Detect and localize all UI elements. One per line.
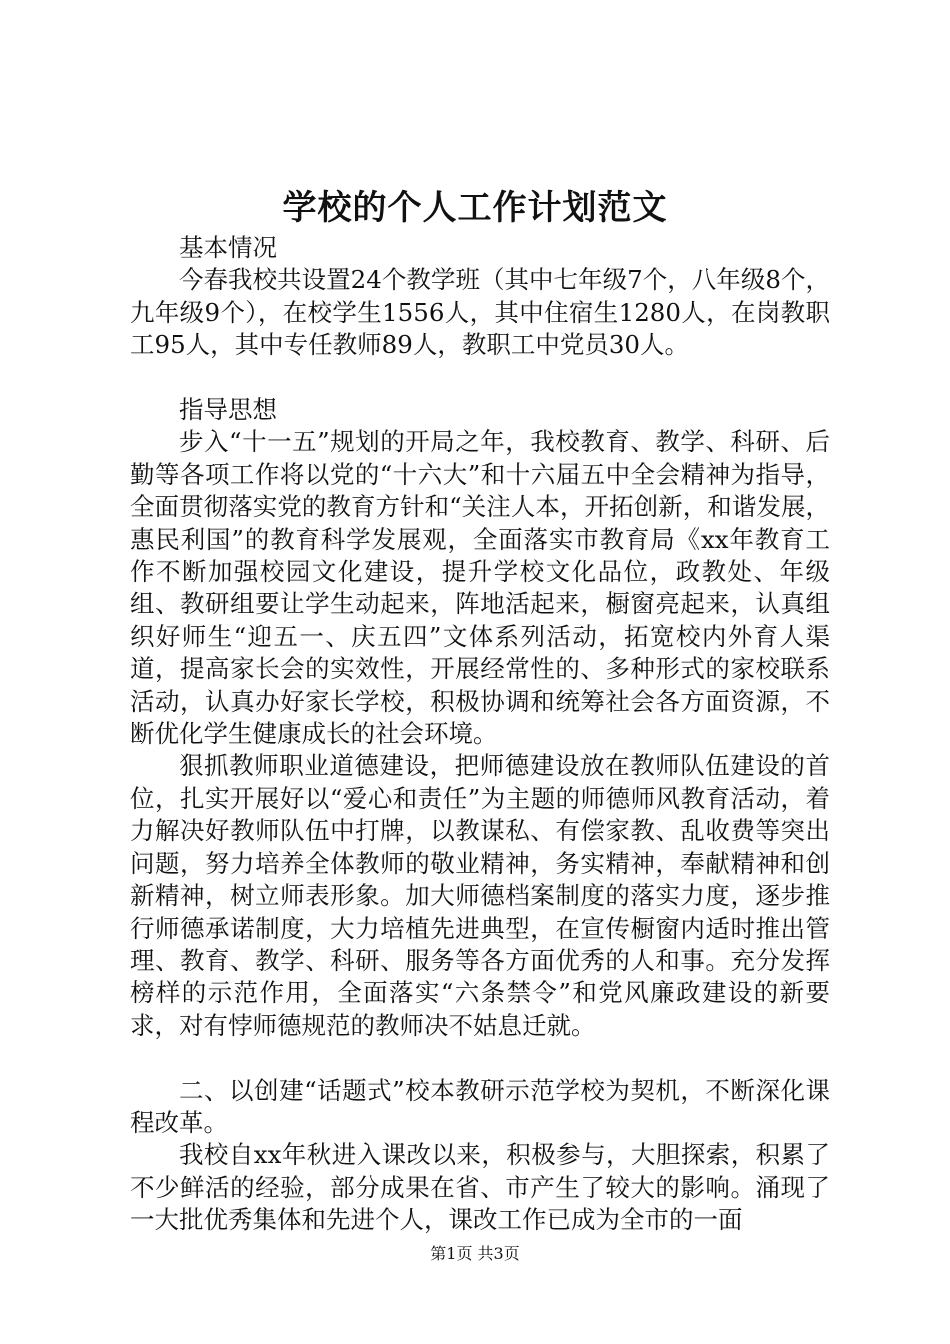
paragraph-guiding-ideology: 步入“十一五”规划的开局之年，我校教育、教学、科研、后勤等各项工作将以党的“十六大”和十六届五中全会精神为指导，全面贯彻落实党的教育方针和“关注人本，开拓创新，和谐发展，惠民利国”的教育科学发展观，全面落实市教育局《xx年教育工作不断加强校园文化建设，提升学校文化品位，政教处、年级组、教研组要让学生动起来，阵地活起来，橱窗亮起来，认真组织好师生“迎五一、庆五四”文体系列活动，拓宽校内外育人渠道，提高家长会的实效性，开展经常性的、多种形式的家校联系活动，认真办好家长学校，积极协调和统筹社会各方面资源，不断优化学生健康成长的社会环境。: [130, 427, 830, 749]
paragraph-curriculum-reform: 我校自xx年秋进入课改以来，积极参与，大胆探索，积累了不少鲜活的经验，部分成果在省、市产生了较大的影响。涌现了一大批优秀集体和先进个人，课改工作已成为全市的一面: [130, 1140, 830, 1235]
paragraph-teacher-ethics: 狠抓教师职业道德建设，把师德建设放在教师队伍建设的首位，扎实开展好以“爱心和责任”为主题的师德师风教育活动，着力解决好教师队伍中打牌，以教谋私、有偿家教、乱收费等突出问题，努力培养全体教师的敬业精神，务实精神，奉献精神和创新精神，树立师表形象。加大师德档案制度的落实力度，逐步推行师德承诺制度，大力培植先进典型，在宣传橱窗内适时推出管理、教育、教学、科研、服务等各方面优秀的人和事。充分发挥榜样的示范作用，全面落实“六条禁令”和党风廉政建设的新要求，对有悖师德规范的教师决不姑息迁就。: [130, 751, 830, 1040]
document-title: 学校的个人工作计划范文: [282, 188, 668, 228]
page-number-footer: 第1页 共3页: [430, 1244, 520, 1263]
section-heading-curriculum-reform: 二、以创建“话题式”校本教研示范学校为契机，不断深化课程改革。: [130, 1075, 830, 1137]
document-body: [130, 232, 830, 1237]
paragraph-basic-situation: 今春我校共设置24个教学班（其中七年级7个，八年级8个，九年级9个），在校学生1556人，其中住宿生1280人，在岗教职工95人，其中专任教师89人，教职工中党员30人。: [130, 265, 830, 360]
section-heading-basic-situation: 基本情况: [179, 233, 277, 262]
section-heading-guiding-ideology: 指导思想: [179, 395, 277, 425]
